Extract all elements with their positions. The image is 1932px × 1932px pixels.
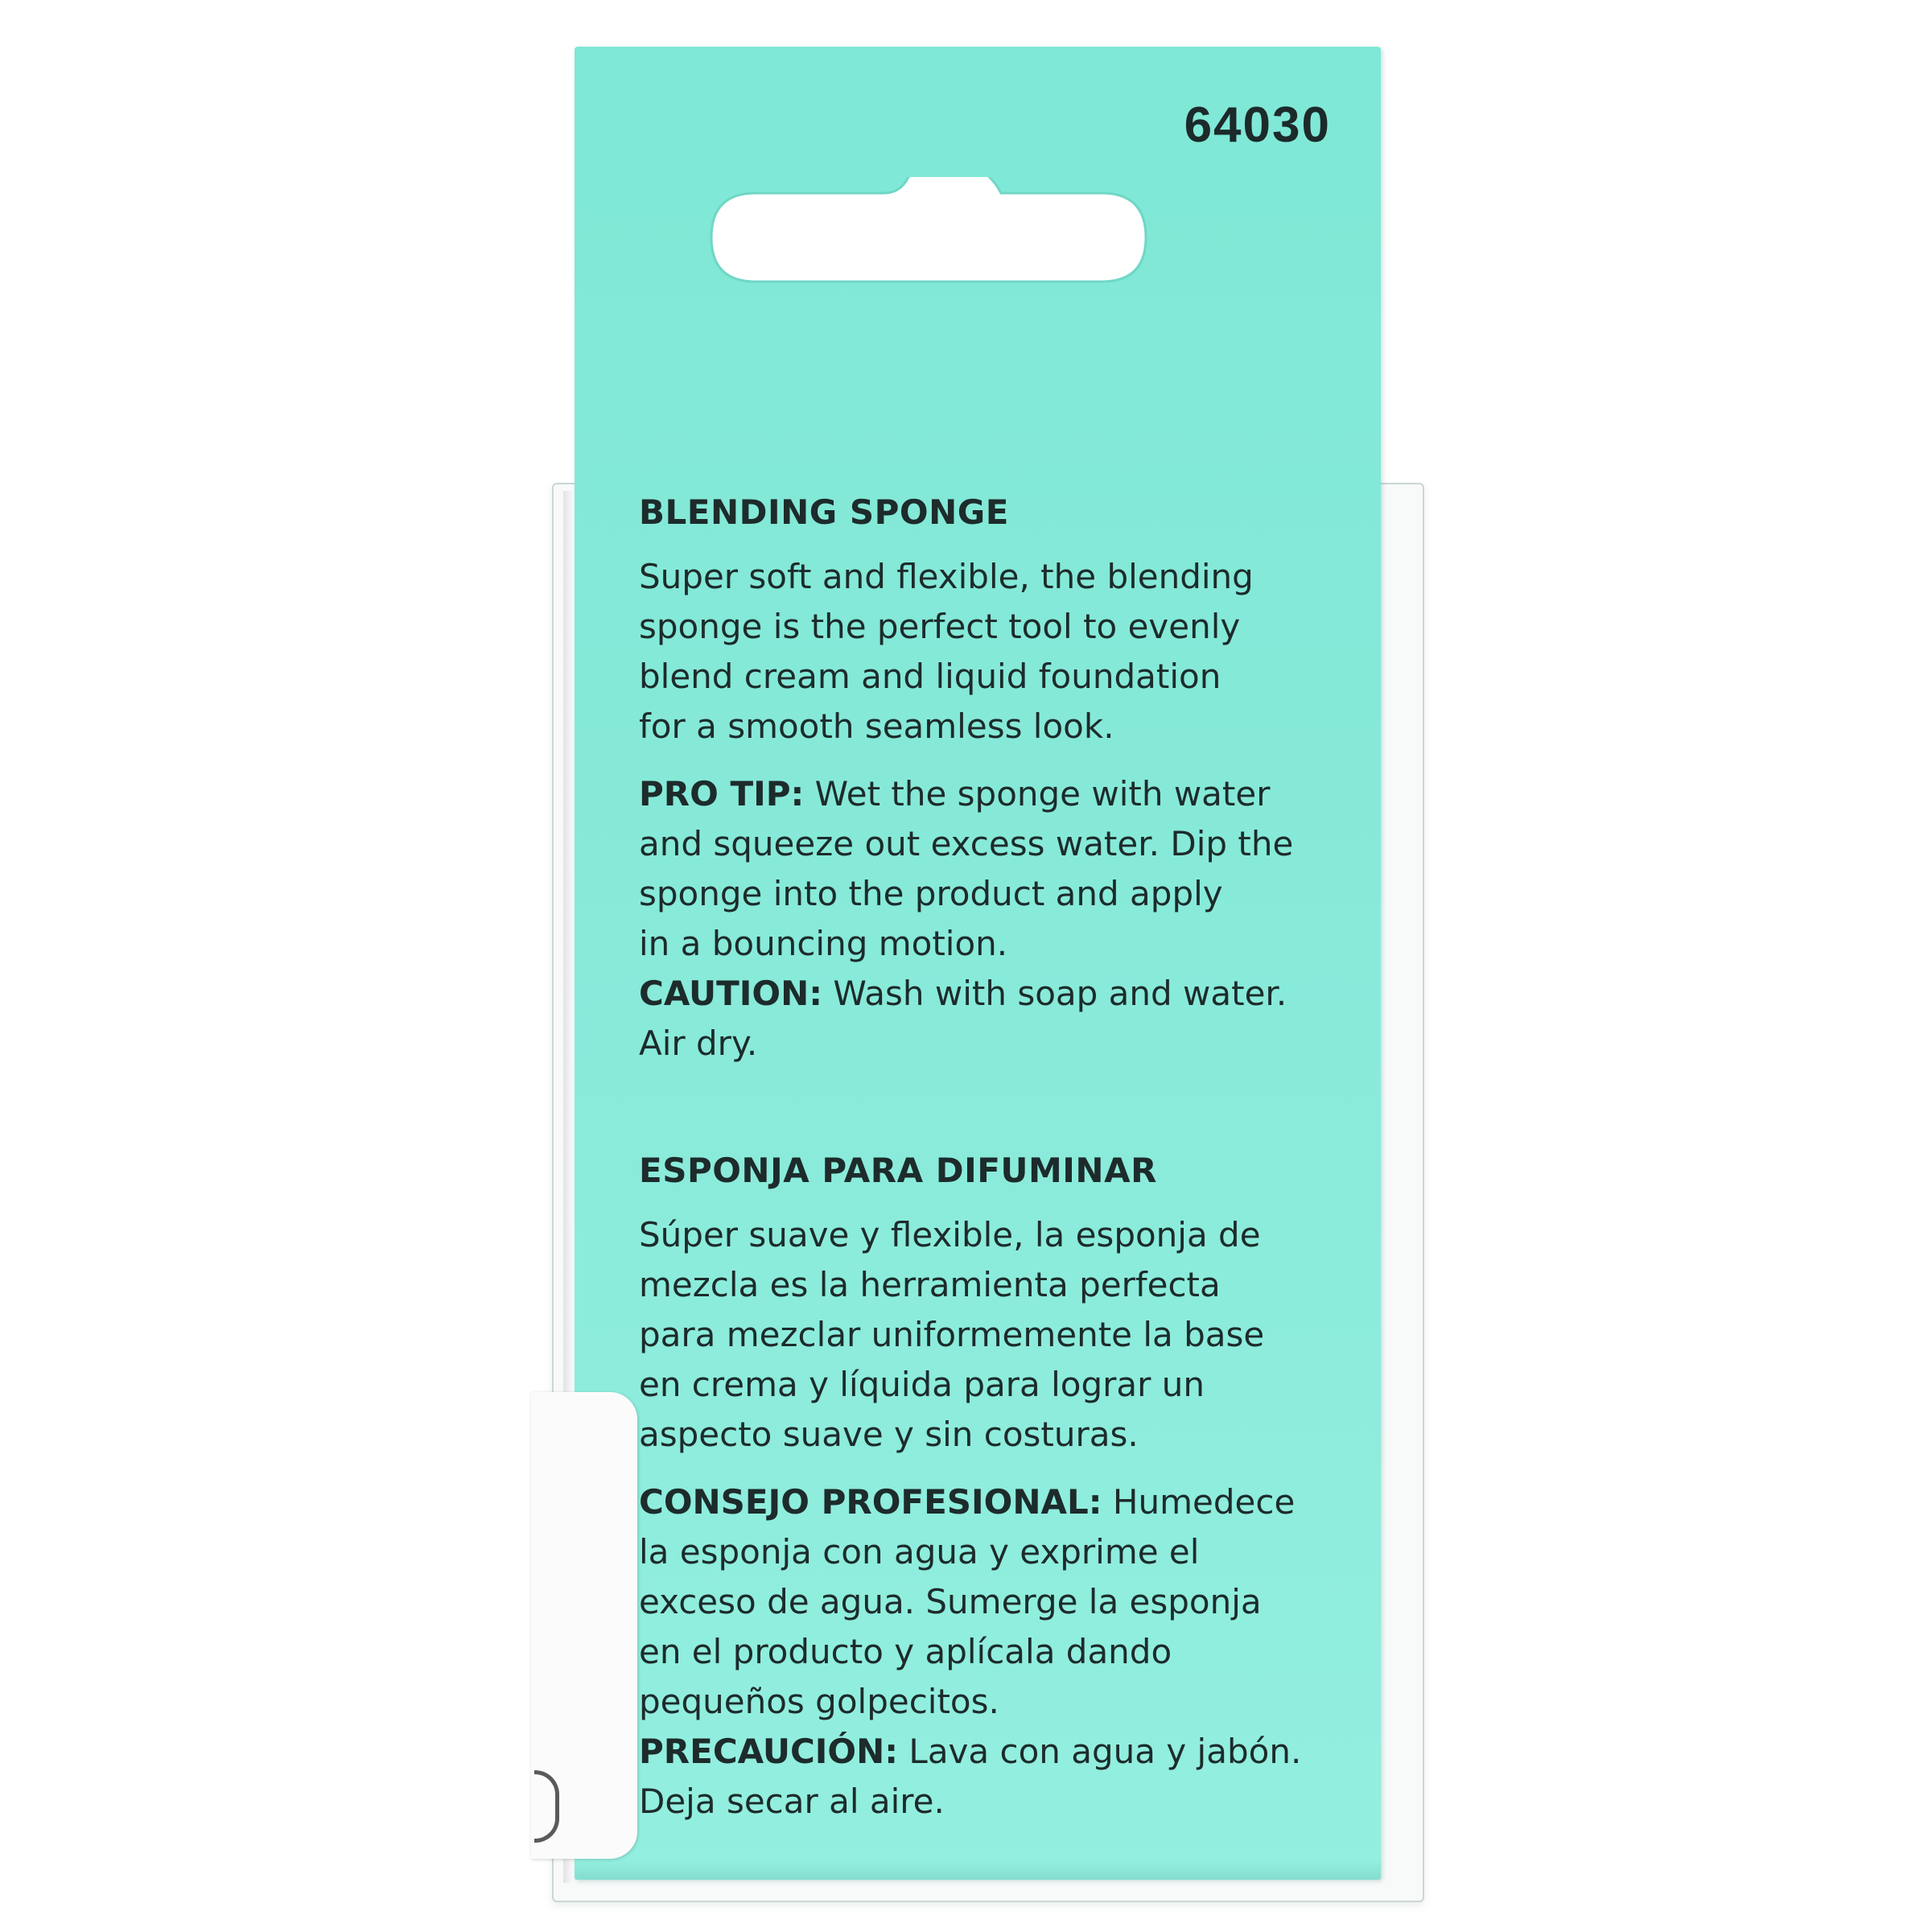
english-description xyxy=(639,552,1347,752)
sticker-print-mark xyxy=(534,1770,559,1843)
hang-hole-icon xyxy=(695,177,1162,298)
text-line: Wet the sponge with water xyxy=(804,774,1271,814)
text-line: Deja secar al aire. xyxy=(639,1782,945,1821)
text-line: Humedece xyxy=(1102,1482,1296,1522)
english-caution xyxy=(639,969,1347,1069)
text-line: pequeños golpecitos. xyxy=(639,1682,999,1721)
text-line: for a smooth seamless look. xyxy=(639,706,1114,746)
spanish-heading: ESPONJA PARA DIFUMINAR xyxy=(639,1151,1157,1190)
text-line: sponge is the perfect tool to evenly xyxy=(639,607,1241,646)
text-line: Wash with soap and water. xyxy=(822,974,1287,1013)
pro-tip-label: PRO TIP: xyxy=(639,774,805,814)
card-bottom-fold xyxy=(575,1860,1381,1880)
text-line: and squeeze out excess water. Dip the xyxy=(639,824,1294,863)
spanish-description xyxy=(639,1210,1347,1460)
text-line: en el producto y aplícala dando xyxy=(639,1632,1172,1671)
instructions-text xyxy=(639,488,1347,1844)
text-line: la esponja con agua y exprime el xyxy=(639,1532,1200,1572)
text-line: para mezclar uniformemente la base xyxy=(639,1315,1265,1354)
product-code: 64030 xyxy=(1184,97,1331,153)
spanish-caution xyxy=(639,1727,1347,1827)
text-line: blend cream and liquid foundation xyxy=(639,657,1221,696)
spanish-tip xyxy=(639,1477,1347,1727)
precaucion-label: PRECAUCIÓN: xyxy=(639,1732,899,1771)
text-line: in a bouncing motion. xyxy=(639,924,1008,963)
caution-label: CAUTION: xyxy=(639,974,823,1013)
text-line: Lava con agua y jabón. xyxy=(898,1732,1302,1771)
text-line: Air dry. xyxy=(639,1024,758,1063)
text-line: Super soft and flexible, the blending xyxy=(639,557,1254,596)
text-line: aspecto suave y sin costuras. xyxy=(639,1415,1139,1454)
text-line: en crema y líquida para lograr un xyxy=(639,1365,1205,1404)
english-pro-tip xyxy=(639,769,1347,969)
text-line: Súper suave y flexible, la esponja de xyxy=(639,1215,1261,1254)
text-line: exceso de agua. Sumerge la esponja xyxy=(639,1582,1262,1621)
consejo-label: CONSEJO PROFESIONAL: xyxy=(639,1482,1102,1522)
text-line: sponge into the product and apply xyxy=(639,874,1223,913)
packaging-card xyxy=(575,47,1381,1880)
price-sticker xyxy=(531,1392,637,1859)
text-line: mezcla es la herramienta perfecta xyxy=(639,1265,1221,1304)
english-heading: BLENDING SPONGE xyxy=(639,492,1009,532)
